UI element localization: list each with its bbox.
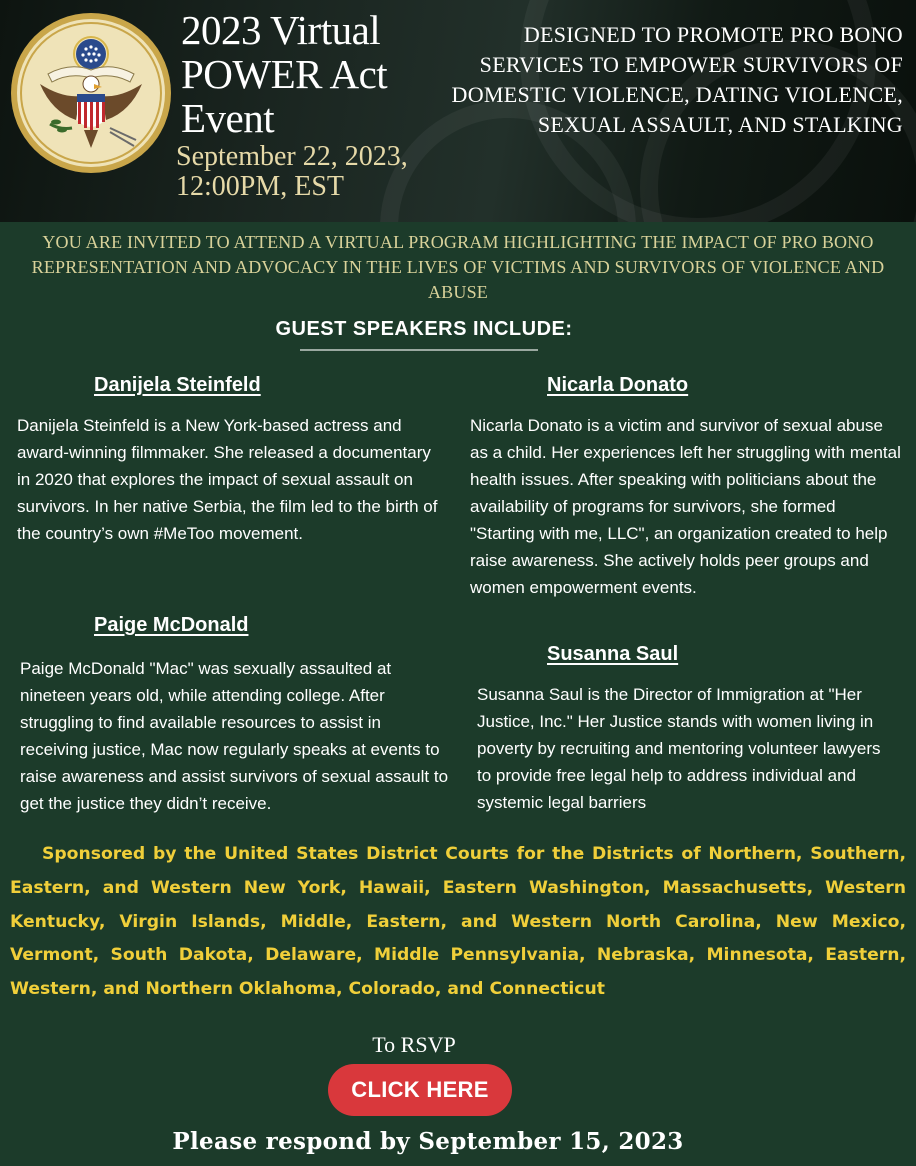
event-title: 2023 Virtual POWER Act Event — [181, 7, 388, 141]
heading-divider — [300, 349, 538, 351]
speaker-name: Susanna Saul — [547, 643, 679, 665]
speaker-name: Paige McDonald — [94, 614, 249, 636]
invitation-text: YOU ARE INVITED TO ATTEND A VIRTUAL PROGRAM HIGHLIGHTING THE IMPACT OF PRO BONO REPRESENTATION AND ADVOCACY IN THE LIVES OF VICTIMS AND SURVIVORS OF VIOLENCE AND ABUSE — [31, 232, 885, 302]
rsvp-label: To RSVP — [372, 1032, 456, 1057]
speaker-name: Nicarla Donato — [547, 374, 689, 396]
speaker-bio: Nicarla Donato is a victim and survivor of sexual abuse as a child. Her experiences left her struggling with mental health issues. After speaking with politicians about the availability of programs for survivors, she formed "Starting with me, LLC", an organization created to help raise awareness. She actively holds peer groups and women empowerment events. — [470, 416, 901, 597]
sponsor-text: Sponsored by the United States District Courts for the Districts of Northern, Southern, Eastern, and Western New York, Hawaii, Eastern Washington, Massachusetts, Western Kentucky, Virgin Islands, Middle, Eastern, and Western North Carolina, New Mexico, Vermont, South Dakota, Delaware, Middle Pennsylvania, Nebraska, Minnesota, Eastern, Western, and Northern Oklahoma, Colorado, and Connecticut — [10, 844, 906, 1000]
speaker-bio: Paige McDonald "Mac" was sexually assaulted at nineteen years old, while attending college. After struggling to find available resources to assist in receiving justice, Mac now regularly speaks at events to raise awareness and assist survivors of sexual assault to get the justice they didn’t receive. — [20, 659, 449, 813]
rsvp-click-here-button[interactable]: CLICK HERE — [328, 1064, 512, 1116]
header-banner — [0, 0, 916, 222]
speakers-heading: GUEST SPEAKERS INCLUDE: — [275, 318, 573, 340]
great-seal-eagle-icon — [10, 12, 172, 174]
speaker-bio: Susanna Saul is the Director of Immigration at "Her Justice, Inc." Her Justice stands with women living in poverty by recruiting and mentoring volunteer lawyers to provide free legal help to address individual and systemic legal barriers — [477, 685, 881, 812]
event-tagline: DESIGNED TO PROMOTE PRO BONO SERVICES TO EMPOWER SURVIVORS OF DOMESTIC VIOLENCE, DATING VIOLENCE, SEXUAL ASSAULT, AND STALKING — [451, 22, 903, 137]
speaker-name: Danijela Steinfeld — [94, 374, 261, 396]
speaker-bio: Danijela Steinfeld is a New York-based actress and award-winning filmmaker. She released a documentary in 2020 that explores the impact of sexual assault on survivors. In her native Serbia, the film led to the birth of the country’s own #MeToo movement. — [17, 416, 438, 543]
respond-deadline: Please respond by September 15, 2023 — [172, 1128, 684, 1155]
event-date: September 22, 2023, 12:00PM, EST — [176, 141, 408, 202]
